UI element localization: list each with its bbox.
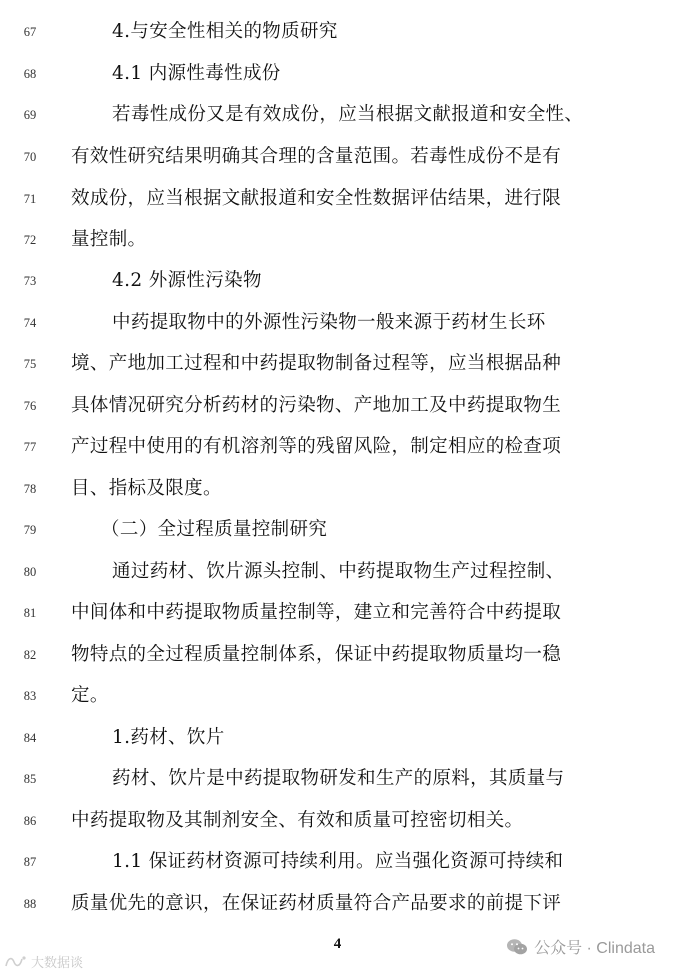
line-number: 69 xyxy=(23,108,37,122)
line-number: 77 xyxy=(23,440,37,454)
line-number: 87 xyxy=(23,855,37,869)
text-line xyxy=(0,806,675,836)
line-number: 67 xyxy=(23,25,37,39)
text-line xyxy=(0,391,675,421)
line-number: 76 xyxy=(23,399,37,413)
text-line xyxy=(0,723,675,753)
paragraph-text: 若毒性成份又是有效成份，应当根据文献报道和安全性、 xyxy=(112,104,584,125)
text-line xyxy=(0,308,675,338)
watermark-right xyxy=(506,935,655,958)
paragraph-text: 中药提取物及其制剂安全、有效和质量可控密切相关。 xyxy=(71,810,524,831)
line-number: 70 xyxy=(23,150,37,164)
line-number: 84 xyxy=(23,731,37,745)
line-number: 71 xyxy=(23,192,37,206)
line-number: 83 xyxy=(23,689,37,703)
paragraph-text: 药材、饮片是中药提取物研发和生产的原料，其质量与 xyxy=(112,768,565,789)
text-line xyxy=(0,681,675,711)
text-line xyxy=(0,847,675,877)
text-line xyxy=(0,515,675,545)
text-line xyxy=(0,59,675,89)
paragraph-text: 境、产地加工过程和中药提取物制备过程等，应当根据品种 xyxy=(71,353,562,374)
paragraph-text: 质量优先的意识，在保证药材质量符合产品要求的前提下评 xyxy=(71,893,562,914)
text-line xyxy=(0,432,675,462)
watermark-left xyxy=(4,952,83,971)
text-line xyxy=(0,474,675,504)
paragraph-text: 1.1 保证药材资源可持续利用。应当强化资源可持续和 xyxy=(112,851,564,872)
paragraph-text: 定。 xyxy=(71,685,109,706)
paragraph-text: 目、指标及限度。 xyxy=(71,478,222,499)
text-line xyxy=(0,640,675,670)
text-line xyxy=(0,889,675,919)
line-number: 81 xyxy=(23,606,37,620)
subsection-heading: 4.2 外源性污染物 xyxy=(112,270,262,291)
watermark-brand-text: 大数据谈 xyxy=(31,956,84,971)
watermark-account-text: 公众号 · Clindata xyxy=(534,940,655,957)
text-line xyxy=(0,598,675,628)
text-line xyxy=(0,557,675,587)
wechat-icon xyxy=(506,938,528,956)
paragraph-text: 有效性研究结果明确其合理的含量范围。若毒性成份不是有 xyxy=(71,146,562,167)
section-heading: 4.与安全性相关的物质研究 xyxy=(112,21,338,42)
line-number: 88 xyxy=(23,897,37,911)
line-number: 74 xyxy=(23,316,37,330)
paragraph-text: 中药提取物中的外源性污染物一般来源于药材生长环 xyxy=(112,312,546,333)
line-number: 72 xyxy=(23,233,37,247)
text-line xyxy=(0,266,675,296)
paragraph-text: 通过药材、饮片源头控制、中药提取物生产过程控制、 xyxy=(112,561,565,582)
paragraph-text: 量控制。 xyxy=(71,229,147,250)
line-number: 80 xyxy=(23,565,37,579)
line-number: 73 xyxy=(23,274,37,288)
line-number: 82 xyxy=(23,648,37,662)
line-number: 68 xyxy=(23,67,37,81)
text-line xyxy=(0,17,675,47)
line-number: 78 xyxy=(23,482,37,496)
text-line xyxy=(0,764,675,794)
paragraph-text: 物特点的全过程质量控制体系，保证中药提取物质量均一稳 xyxy=(71,644,562,665)
section-heading: （二）全过程质量控制研究 xyxy=(101,519,328,540)
line-number: 86 xyxy=(23,814,37,828)
line-number: 75 xyxy=(23,357,37,371)
page-number: 4 xyxy=(333,936,342,952)
line-number: 79 xyxy=(23,523,37,537)
subsection-heading: 1.药材、饮片 xyxy=(112,727,225,748)
brand-logo-icon xyxy=(4,955,28,969)
text-line xyxy=(0,142,675,172)
line-number: 85 xyxy=(23,772,37,786)
text-line xyxy=(0,184,675,214)
paragraph-text: 具体情况研究分析药材的污染物、产地加工及中药提取物生 xyxy=(71,395,562,416)
paragraph-text: 产过程中使用的有机溶剂等的残留风险，制定相应的检查项 xyxy=(71,436,562,457)
text-line xyxy=(0,349,675,379)
text-line xyxy=(0,225,675,255)
paragraph-text: 中间体和中药提取物质量控制等，建立和完善符合中药提取 xyxy=(71,602,562,623)
text-line xyxy=(0,100,675,130)
subsection-heading: 4.1 内源性毒性成份 xyxy=(112,63,281,84)
paragraph-text: 效成份，应当根据文献报道和安全性数据评估结果，进行限 xyxy=(71,188,562,209)
